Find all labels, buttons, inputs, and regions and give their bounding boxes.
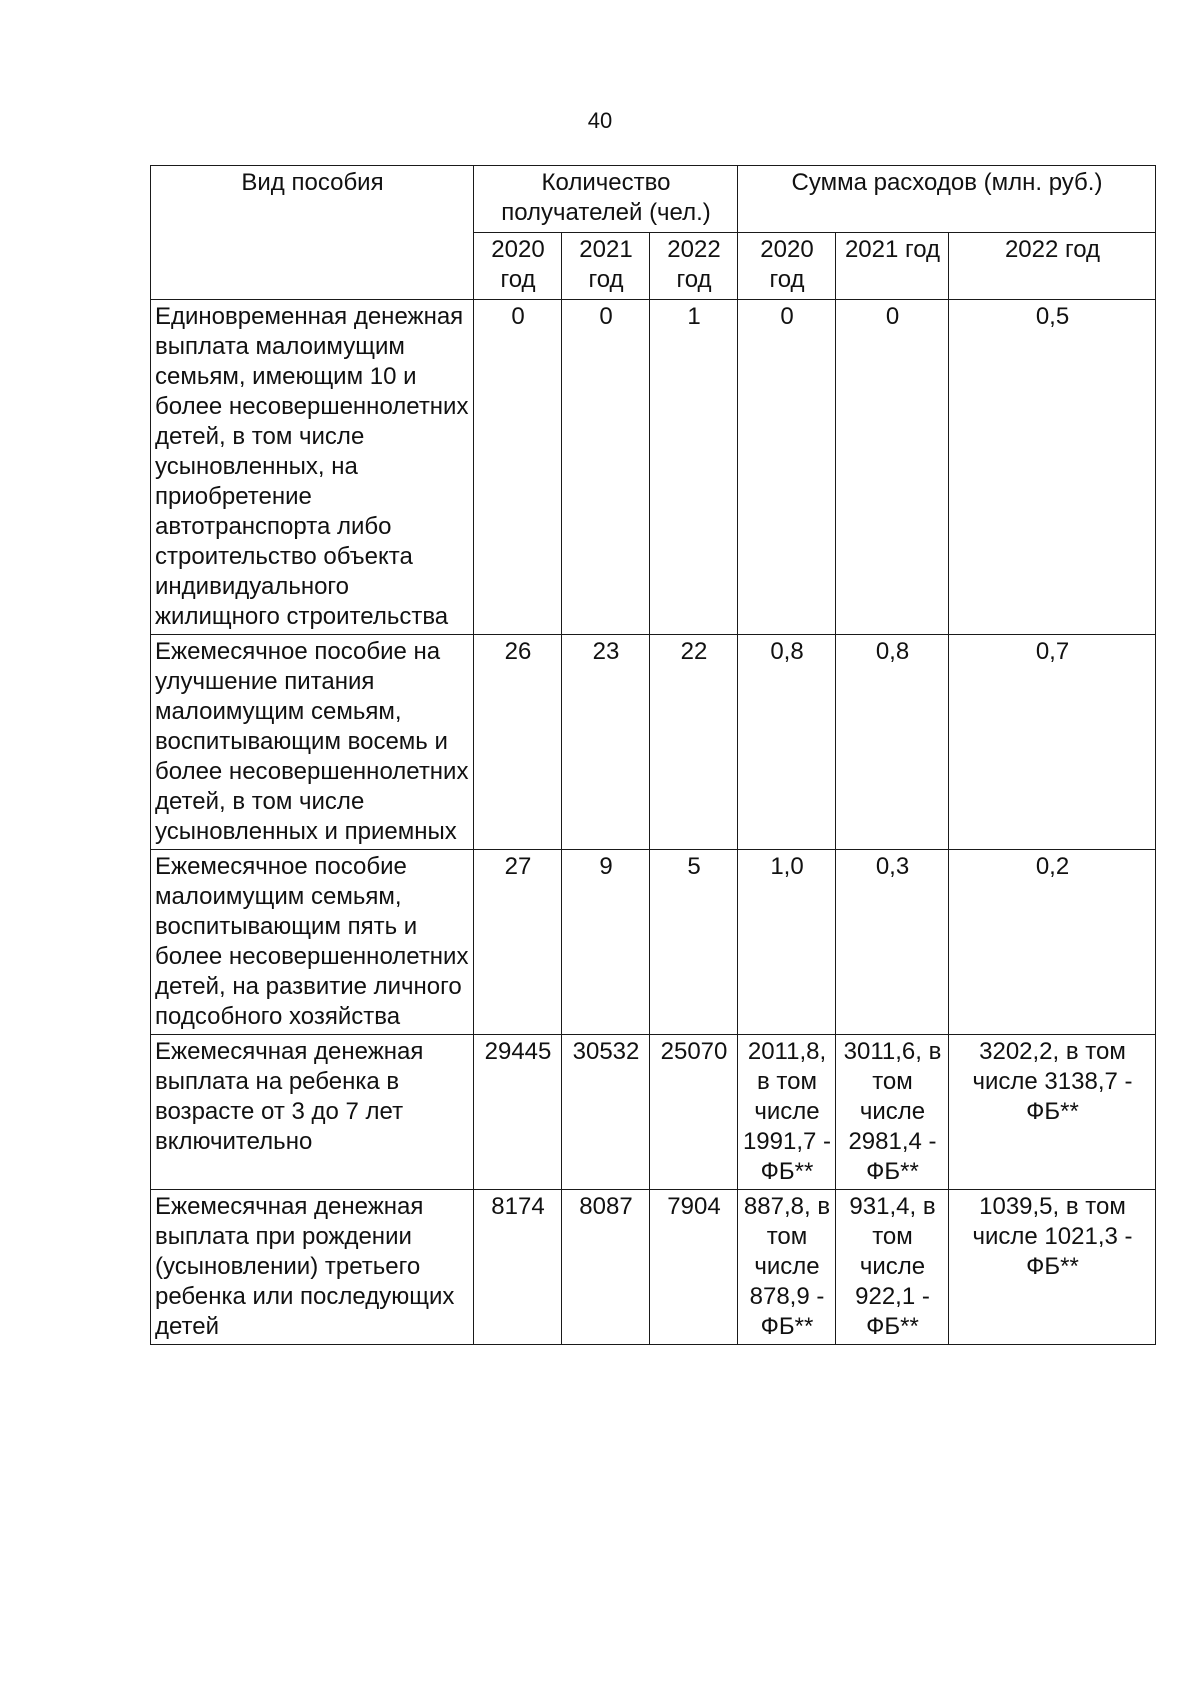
expenses-cell: 0,7: [949, 635, 1156, 850]
table-row: [151, 1190, 1156, 1345]
recipients-cell: 9: [562, 850, 650, 1035]
recipients-cell: 30532: [562, 1035, 650, 1190]
expenses-cell: 0,2: [949, 850, 1156, 1035]
expenses-cell: 887,8, в том числе 878,9 - ФБ**: [738, 1190, 836, 1345]
recipients-cell: 26: [474, 635, 562, 850]
header-expenses-year: 2020 год: [738, 233, 836, 300]
benefit-name: Единовременная денежная выплата малоимущим семьям, имеющим 10 и более несовершеннолетних детей, в том числе усыновленных, на приобретение автотранспорта либо строительство объекта индивидуального жилищного строительства: [151, 300, 474, 635]
recipients-cell: 0: [562, 300, 650, 635]
benefit-name: Ежемесячная денежная выплата на ребенка в возрасте от 3 до 7 лет включительно: [151, 1035, 474, 1190]
page-number: 40: [587, 108, 613, 133]
expenses-cell: 0,8: [836, 635, 949, 850]
table-row: [151, 635, 1156, 850]
expenses-cell: 3011,6, в том числе 2981,4 - ФБ**: [836, 1035, 949, 1190]
header-recipients-year: 2022 год: [650, 233, 738, 300]
expenses-cell: 3202,2, в том числе 3138,7 - ФБ**: [949, 1035, 1156, 1190]
recipients-cell: 5: [650, 850, 738, 1035]
header-expenses-year: 2021 год: [836, 233, 949, 300]
recipients-cell: 7904: [650, 1190, 738, 1345]
expenses-cell: 1039,5, в том числе 1021,3 - ФБ**: [949, 1190, 1156, 1345]
recipients-cell: 27: [474, 850, 562, 1035]
table-row: [151, 1035, 1156, 1190]
benefit-name: Ежемесячное пособие малоимущим семьям, воспитывающим пять и более несовершеннолетних детей, на развитие личного подсобного хозяйства: [151, 850, 474, 1035]
header-recipients-year: 2020 год: [474, 233, 562, 300]
expenses-cell: 0,3: [836, 850, 949, 1035]
header-recipients: Количество получателей (чел.): [474, 166, 738, 233]
recipients-cell: 1: [650, 300, 738, 635]
expenses-cell: 0,8: [738, 635, 836, 850]
header-recipients-year: 2021 год: [562, 233, 650, 300]
expenses-cell: 0: [738, 300, 836, 635]
recipients-cell: 0: [474, 300, 562, 635]
expenses-cell: 0: [836, 300, 949, 635]
header-expenses-year: 2022 год: [949, 233, 1156, 300]
expenses-cell: 2011,8, в том числе 1991,7 - ФБ**: [738, 1035, 836, 1190]
recipients-cell: 29445: [474, 1035, 562, 1190]
recipients-cell: 25070: [650, 1035, 738, 1190]
benefit-name: Ежемесячная денежная выплата при рождении (усыновлении) третьего ребенка или последующих детей: [151, 1190, 474, 1345]
recipients-cell: 8087: [562, 1190, 650, 1345]
header-benefit-type: Вид пособия: [151, 166, 474, 300]
recipients-cell: 23: [562, 635, 650, 850]
table-row: [151, 850, 1156, 1035]
table-row: [151, 300, 1156, 635]
recipients-cell: 8174: [474, 1190, 562, 1345]
recipients-cell: 22: [650, 635, 738, 850]
benefits-table: [150, 165, 1156, 1345]
expenses-cell: 1,0: [738, 850, 836, 1035]
table-header-row: [151, 166, 1156, 233]
expenses-cell: 0,5: [949, 300, 1156, 635]
header-expenses: Сумма расходов (млн. руб.): [738, 166, 1156, 233]
expenses-cell: 931,4, в том числе 922,1 - ФБ**: [836, 1190, 949, 1345]
benefit-name: Ежемесячное пособие на улучшение питания малоимущим семьям, воспитывающим восемь и более несовершеннолетних детей, в том числе усыновленных и приемных: [151, 635, 474, 850]
